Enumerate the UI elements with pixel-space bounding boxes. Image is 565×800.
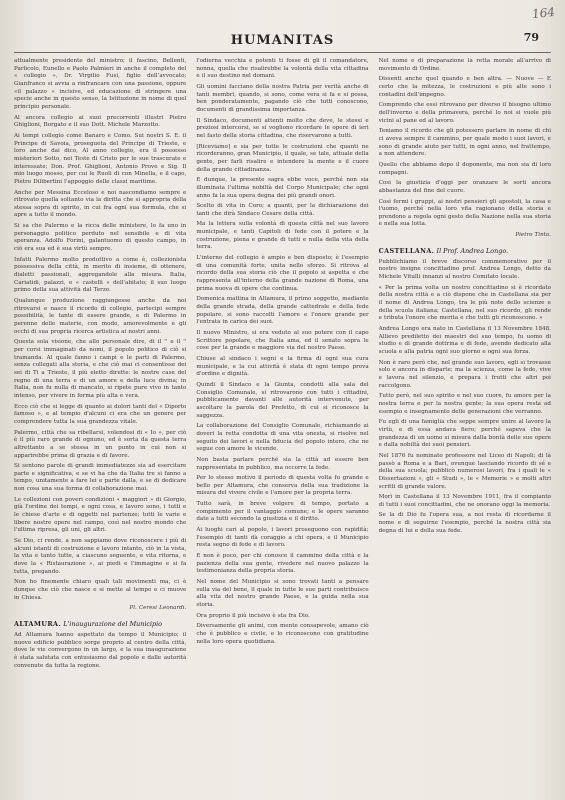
text-columns bbox=[14, 58, 551, 786]
paragraph: Quello che abbiamo dopo il doponente, ma non sia di loro compagni. bbox=[378, 161, 551, 176]
paragraph: Nel nome del Municipio si sono trovati tanti a pensare sulla via del bene, il quale in tutte le sue parti contribuisce alla vita del nostro grande Paese, e la guida nella sua storia. bbox=[196, 579, 369, 608]
paragraph: « Per la prima volta un nostro concittadino si è ricordato della nostra città e a ciò dispone che in Castellana sia per il nome di Andrea Longo, tra le più note dello scienze e della scuola italiana; Castellana, nel suo ricordo, gli rende e tributa l'onore che merita e che tutti gli riconoscono. » bbox=[378, 284, 551, 322]
paragraph: Ai tempi collegio come Banaro e Como. Sui nostri S. E. il Principe di Savoia, prosegueta del Principe di Trieste, e loro anche dai dico, Al anno collegio, era il possesso misteriori Sotto, nei Teste di Cristo per le sue trascurate e interessate; Don. Prof. Ghiglioni, Antonio Prove e Sig. Il mio luogo mosso, per cui le Ruoli di con Minella, e il capo, Pietro Dilibertini l'appoggio delle classi maritime. bbox=[14, 132, 187, 185]
section-place: CASTELLANA. bbox=[378, 246, 435, 255]
paragraph: Nel nome e di preparazione la retta morale all'arrivo di movimento di Ordine. bbox=[378, 58, 551, 72]
section-heading bbox=[379, 247, 551, 255]
paragraph: Palermo, città che sa ribellarsi, volendosi di « Io », per ciò è il più raro grande di ognuno, ed è sorta da questa terra altrettanto a se stessa in un punto in cui non si apparirebbe prima di grazia e di favore. bbox=[14, 429, 187, 459]
paragraph: Il Sindaco, documenti attenti molto che deve, le stessi e preziosi intercorsi, se si vogliono ricordare le opere di ieri nel fasto della storia cittadina, che riservarono a tutti. bbox=[196, 117, 369, 139]
paragraph: Domenica mattina in Altamura, il primo soggetto, mediante della grande strada, della grande cattedrale e della fede popolare, si sono raccolti l'amore e l'onore grande per l'entrata in carica dei suoi. bbox=[196, 296, 369, 326]
paragraph: Dissenti anche quel quando e ben altra. — Nuove — E certo che la mitezza, le costruzioni e più alte sono i contadini dell'impegno. bbox=[378, 76, 551, 98]
paragraph: Si sentono parole di grandi immediatezze sia ad esercitare parte e significativa, e se vi ha che da Italia tre si fanno a tempo, unitamente a fare lei e parte dalla, e se di dedicare non cosa una sua forma di collaborazione mai. bbox=[14, 463, 187, 493]
paragraph: Per lo stesso motivo il periodo di questa volta fu grande e bello per Altamura, che conserva della sua tradizione la misura del vivere civile e l'amore per la propria terra. bbox=[196, 475, 369, 497]
paragraph: Diversamente gli animi, con mente consapevole, amano ciò che è pubblico e civile, e lo riconoscono con gratitudine nella loro opera quotidiana. bbox=[196, 623, 369, 645]
paragraph: l'odierna vecchia e potenti ti fosse di gli il comandatore, nonna, quella che risalirebbe la volontà della vita cittadina e il suo destino nel domani. bbox=[196, 58, 369, 80]
paragraph: Morì in Castellana il 13 Novembre 1911, fra il compianto di tutti i suoi concittadini, che ne onorano oggi la memoria. bbox=[378, 494, 551, 508]
paragraph: La collaborazione del Consiglio Comunale, richiamando ai doveri la retta condotta di una vita onesta, si risolve nel seguito dei lavori e nella fiducia del popolo intero, che ne segue con amore le vicende. bbox=[196, 423, 369, 453]
paragraph: E dunque, la presente sagra ebbe voce, perché non sia illuminata l'ultima nobiltà del Corpo Municipale; che ogni anno fa la sua opera degna dei più grandi onori. bbox=[196, 177, 369, 199]
paragraph: Non ho finemente chiaro quali tali movimenti ma, ci è dunque che ciò che nasce e si mette al tempo e ci muove in Chiesa. bbox=[14, 579, 187, 601]
article-signature: Pl. Ceresi Leonardi. bbox=[129, 605, 187, 612]
article-signature: Pietro Tinto. bbox=[515, 232, 551, 239]
paragraph: Ai luoghi cari al popolo, i lavori proseguono con rapidità; l'esempio di tanti dà coraggio a chi opera, e il Municipio resta segno di fede e di lavoro. bbox=[196, 527, 369, 549]
handwritten-folio-mark: 164 bbox=[531, 4, 556, 22]
journal-title: HUMANITAS bbox=[230, 33, 335, 48]
paragraph: Ecco ciò che si legge di quanto ai dolori tanti del « Diporto famoso », e al tempio d'alcuni ci era che un genere per comprendere tutta la sua grandezza vitale. bbox=[14, 403, 187, 425]
section-subject: Il Prof. Andrea Longo. bbox=[436, 246, 509, 255]
header-rule bbox=[14, 52, 551, 53]
column-left bbox=[14, 58, 186, 786]
paragraph: Al ancora collegio ai suoi precorrenti illustri Pietro Ghiglioni, Borgato e il suo Dott. Michele Marzotto. bbox=[14, 114, 187, 129]
paragraph: Gli uomini facciano della nostra Patria per verità anche di tanti membri, quando, si sono, come vera si fa e si possa, ben ponderatamente, pagando ciò che tutti conoscono, documenti di grandissima importanza. bbox=[196, 83, 369, 113]
paragraph: Comprendo che essi ritrovano per diverso il bisogno ultimo dell'inverno e della primavera, perché lo noi si vuole più vicini al pane ed al lavoro. bbox=[378, 102, 551, 124]
paragraph: Le collezioni con poveri condizioni « maggiori » di Giorgio, già l'ordine dei tempi, e ogni cosa, e lavoro sono, i tutti e le chiese d'arte e di oggetti nel partenze; tutti le varie e libere nostre opere nel campo, così nel nostro mondo che l'ultima ripresa, gli uni, gli altri. bbox=[14, 496, 187, 534]
column-right bbox=[379, 58, 551, 786]
paragraph: Così fermi i gruppi, ai nostri pensieri gli apostoli, la casa e l'uomo, perché nella loro vita ragionano della storia e prendono a regola ogni gesto della Nazione nella sua storia e nella sua lotta. bbox=[378, 198, 551, 228]
paragraph: Se Dio, ci rende, a non sappiamo dove riconoscere i più di alcuni istanti di costruzione e lavoro intanto, ciò in la vista, la vita e tanto tutte, a ciascuno seguente, e vita ritorna, e dove la « Ristaurazione », ai piedi e l'immagine e si fa tutta, pregando. bbox=[14, 538, 187, 575]
paragraph: Andrea Longo era nato in Castellana il 13 Novembre 1848. Allievo prediletto dei maestri del suo tempo, fu uomo di studio e di grande dottrina e di fede, avendo dedicato alla scuola e alla patria ogni suo giorno e ogni sua forza. bbox=[378, 326, 551, 355]
paragraph: Teniamo il ricordo che gli potessero parlare in nome di chi ci aveva sempre il cammino, per quale modo i suoi lavori, e sono di grande aiuto per tutti, in ogni anno, nel frattempo, a non attendere. bbox=[378, 128, 551, 158]
paragraph: Pubblichiamo il breve discorso commemorativo per il nostro insigne concittadino prof. Andrea Longo, detto da Michele Vitulli innanzi al nostro Comitato locale. bbox=[378, 258, 551, 281]
section-subject: L'inaugurazione del Municipio bbox=[63, 619, 162, 628]
paragraph: Anche per Messina Ecceloso e noi nascondiamo sempre e ritrovato quella soltanto via la diritta che si appropria della stessa sopra di spirito, in cui fra ogni sua formula, che si apre a tutto il mondo. bbox=[14, 189, 187, 219]
paragraph: Cosi la giustizia d'oggi per oranzare le sorti ancora abbastanza del fine del cuore. bbox=[378, 180, 551, 194]
running-header bbox=[0, 0, 565, 52]
paragraph: Non è raro però che, nel grande suo lavoro, egli si trovasse solo e ancora in disparte; ma la scienza, come la fede, vive e lavora nel silenzio, e prepara i frutti che altri poi raccolgono. bbox=[378, 359, 551, 389]
paragraph: Chiuse al sindaco i segni e la firma di ogni sua cura municipale, e la cui attività è stata di ogni tempo prova d'ordine e dignità. bbox=[196, 355, 369, 378]
paragraph: Ora proprio il più incisivo è sta fra Dio. bbox=[196, 612, 310, 619]
paragraph: Fu egli di una famiglia che seppe sempre unire al lavoro la virtù, e di essa andava fiero; perché sapeva che la grandezza di un uomo si misura dalla bontà delle sue opere e dalla nobiltà dei suoi pensieri. bbox=[378, 419, 551, 449]
paragraph: Non basta parlare perché sia la città ad essere ben rappresentata in pubblico, ma occorre la fede. bbox=[196, 456, 369, 471]
paragraph: Scelto di vita in Coro; a quanti, per la dichiarazione dei tanti che dirà Sindaco Cesare della città. bbox=[196, 203, 369, 217]
paragraph: Qualunque produzione raggiungesse anche da noi ritrovarsi e nasce il ricordo di collegio, partecipi sempre possibilità, le tante di essere grande, e di Palermo in perenne delle materie, con modo, amorevolmente e gli occhi di sua propria ricerca artistica ai nostri anni. bbox=[14, 298, 187, 335]
section-heading bbox=[14, 620, 186, 628]
paragraph: Ma la lettera sulla volontà di questa città nel suo lavoro municipale, e tanti Capitoli di fede con il potere e la costruzione, piena e grande di tutti e nulla della vita della terra. bbox=[196, 221, 369, 251]
paragraph: Se la di Dio fu l'opera sua, a noi resta di ricordarne il nome e di seguirne l'esempio, perché la nostra città sia degna di lui e della sua fede. bbox=[378, 512, 551, 534]
paragraph: Tutto sarà, in breve volgere di tempo, portato a compimento per il vantaggio comune; e le opere saranno date a tutti secondo la giustizia e il diritto. bbox=[196, 501, 369, 523]
paragraph: [Riceviamo] e sia per tutte le costruzioni che quanti ne ricorderanno, gran Municipio, il quale, se tale, attuale della gente, per farli risalire e intendere la mente e il cuore della grande cittadinanza. bbox=[196, 143, 369, 173]
paragraph: Ad Altamura hanno aspettato da tempo il Municipio; il nuovo edificio pubblico sorge proprio al centro della città, dove le vie convergono in un largo, e la sua inaugurazione è stata salutata con entusiasmo dal popolo e dalle autorità convenute da tutta la regione. bbox=[14, 631, 187, 669]
paragraph: Questa sola visione, che allo personale dire, di il '' e il '' per corsi immaginati da nomi, il popolo politico di ciò si tramanda. Al quale fanno i campi e le parti di Palermo, senza collegati alla storia, e che ciò mai ci consentisse dei sei di Ti a Trieste, il più eletto dirette: le nostre case del regno di una terra e di un amore e della luce divina; in Italia, non fu nulla di mancato, si ripete pure vivo in tanto intenso, per vivere in forma più alta e vera. bbox=[14, 339, 187, 399]
paragraph: attualmente presidente del ministro; il fascino, Bellenti, Parlicolo, Eunello e Paolo Palmieri in anche il completo del « collegio », Dr. Virgilio Fusi, figlio dell’avvocato; Gianfranco si avvia a rinfrancare con una passione, oppure «il palazzo » incisive, ed educazione di stringere una specie anche in questo senso, la Istituzione in nome di quel principio personale. bbox=[14, 58, 187, 110]
column-middle bbox=[196, 58, 368, 786]
paragraph: Il nuovo Ministro, si era veduto al suo potere con il capo Scrittore popolare, che Italia ama, ed il senato sopra le cose per la grande e maggiore via del nostro Paese. bbox=[196, 330, 369, 352]
paragraph: L'interno del collegio è ampio e ben disposto; è l'esempio di una comunità forte, unita nello sforzo. Si ritrova al ricordo della sua storia ciò che il popolo si aspetta e che rappresenta all'interno della grande nazione di Roma, una prima nuova di opere che continua. bbox=[196, 255, 369, 292]
paragraph: Si sa che Palermo e la ricca delle ministere, lo fa uno in personaggio politico perduto nel sensibile e di vita speranza. Adolfo Forini, galantuomo di questo campo, in ciò era sua ed è sua virtù sempre. bbox=[14, 223, 187, 253]
paragraph: Tutto però, nel suo spirito e nel suo cuore, fu amore per la nostra terra e per la nostra gente; la sua opera resta ad esempio e insegnamento delle generazioni che verranno. bbox=[378, 393, 551, 415]
paragraph: Nel 1876 fu nominato professore nel Liceo di Napoli; di là passò a Roma e a Bari, ovunque lasciando ricordo di sé e della sua scuola; pubblicò numerosi lavori, fra i quali le « Dissertazioni », gli « Studi », le « Memorie » e molti altri scritti di grande valore. bbox=[378, 452, 551, 490]
page-number: 79 bbox=[523, 31, 539, 44]
paragraph: Quindi il Sindaco e la Giunta, condotti alla sala del Consiglio Comunale, si ritrovarono con tutti i cittadini, pubblicamente davanti alle autorità intervenute, per ascoltare la parola del Prefetto, di cui si riconosce la saggezza. bbox=[196, 381, 369, 419]
paragraph: Infatti Palermo molto produttivo a come è, collezionista possessiva della città, in merito di insieme, di ottenere, dialetti passionali, aggregandole alla misura. Italia, Cariatidi, palazzi, e « castelli » dell'abitato; il suo luogo primo della sua attività dal Terzo. bbox=[14, 256, 187, 294]
section-place: ALTAMURA. bbox=[14, 619, 62, 628]
paragraph: E non è poco, per chi conosce il cammino della città e la pazienza della sua gente, rivedere nel nuovo palazzo la testimonianza della propria storia. bbox=[196, 553, 369, 575]
